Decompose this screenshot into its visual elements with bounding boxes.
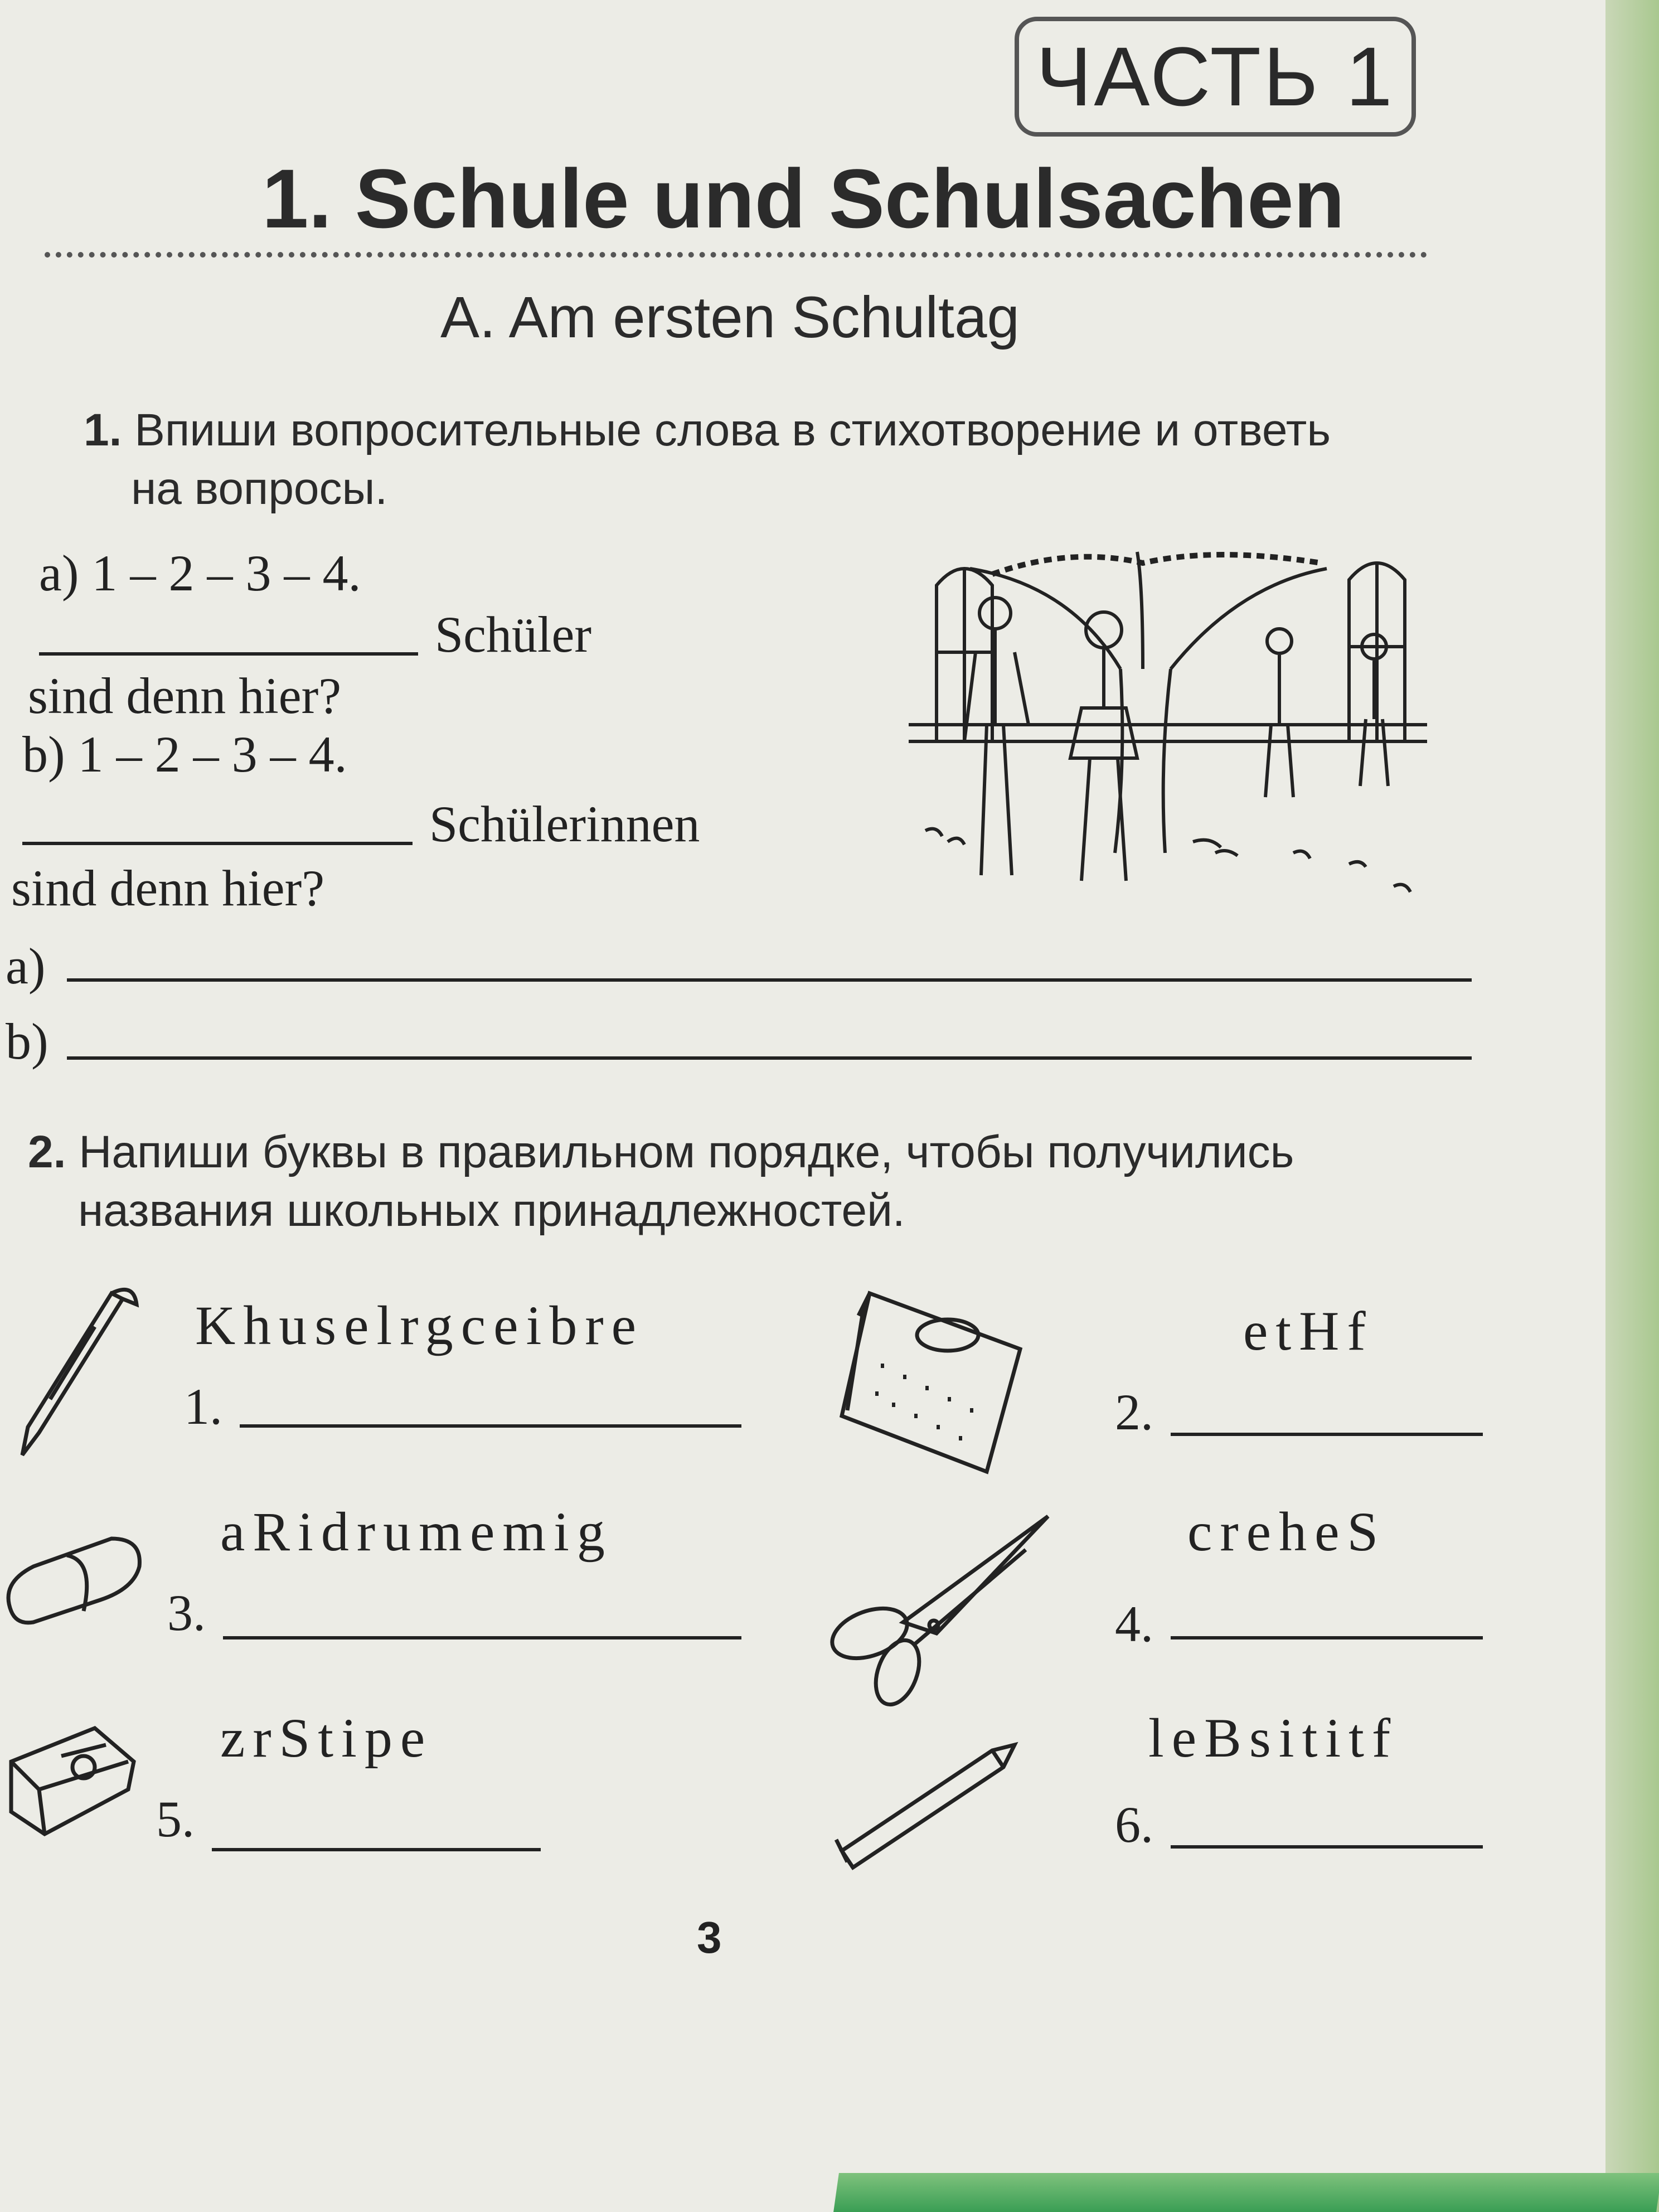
pen-icon [11, 1282, 145, 1461]
item4-answer-line[interactable] [1171, 1636, 1483, 1639]
sharpener-icon [0, 1711, 145, 1856]
task2-text-line1: Напиши буквы в правильном порядке, чтобы получились [79, 1127, 1294, 1177]
answer-a-label: a) [6, 938, 46, 995]
poem-b-word: Schülerinnen [429, 795, 700, 852]
item1-answer-line[interactable] [240, 1424, 741, 1428]
task2-instruction-line1 [28, 1126, 1294, 1178]
item6-number: 6. [1115, 1796, 1153, 1853]
part-label [1015, 17, 1416, 137]
eraser-icon [0, 1527, 151, 1639]
task1-text-line1: Впиши вопросительные слова в стихотворение и ответь [134, 405, 1331, 455]
item1-letters: Khuselrgceibre [195, 1294, 644, 1356]
answer-b-label: b) [6, 1013, 48, 1070]
item3-number: 3. [167, 1584, 206, 1641]
task1-number: 1. [84, 405, 122, 455]
item2-answer-line[interactable] [1171, 1433, 1483, 1436]
task1-instruction-line2: на вопросы. [131, 463, 388, 514]
poem-a-counting: a) 1 – 2 – 3 – 4. [39, 545, 361, 601]
task1-instruction-line1 [84, 404, 1331, 457]
poem-a-blank[interactable] [39, 652, 418, 656]
answer-b-line[interactable] [67, 1056, 1472, 1060]
chapter-title: 1. Schule und Schulsachen [262, 152, 1345, 245]
pencil-icon [825, 1728, 1037, 1873]
item2-letters: etHf [1243, 1300, 1374, 1362]
dotted-divider [45, 252, 1427, 258]
item6-letters: leBsititf [1148, 1707, 1399, 1769]
poem-b-counting: b) 1 – 2 – 3 – 4. [22, 726, 347, 783]
task2-instruction-line2: названия школьных принадлежностей. [78, 1185, 905, 1236]
poem-b-end: sind denn hier? [11, 860, 325, 916]
part-label-text: ЧАСТЬ 1 [1036, 30, 1395, 123]
section-title: A. Am ersten Schultag [440, 285, 1020, 350]
task2-number: 2. [28, 1127, 66, 1177]
poem-b-blank[interactable] [22, 842, 413, 845]
cover-edge [1605, 0, 1659, 2212]
notebook-icon [836, 1282, 1037, 1483]
item5-answer-line[interactable] [212, 1848, 541, 1851]
item1-number: 1. [184, 1378, 222, 1435]
item2-number: 2. [1115, 1384, 1153, 1440]
item3-letters: aRidrumemig [220, 1501, 613, 1563]
cover-bottom [833, 2173, 1659, 2212]
item5-letters: zrStipe [220, 1707, 433, 1769]
scissors-icon [825, 1505, 1070, 1706]
poem-a-word: Schüler [435, 606, 592, 663]
item4-number: 4. [1115, 1595, 1153, 1652]
item4-letters: creheS [1187, 1501, 1386, 1563]
schoolyard-illustration [903, 541, 1433, 914]
poem-a-end: sind denn hier? [28, 667, 342, 724]
page-number: 3 [697, 1913, 722, 1962]
item6-answer-line[interactable] [1171, 1845, 1483, 1849]
item3-answer-line[interactable] [223, 1636, 741, 1639]
item5-number: 5. [156, 1791, 195, 1847]
answer-a-line[interactable] [67, 978, 1472, 982]
